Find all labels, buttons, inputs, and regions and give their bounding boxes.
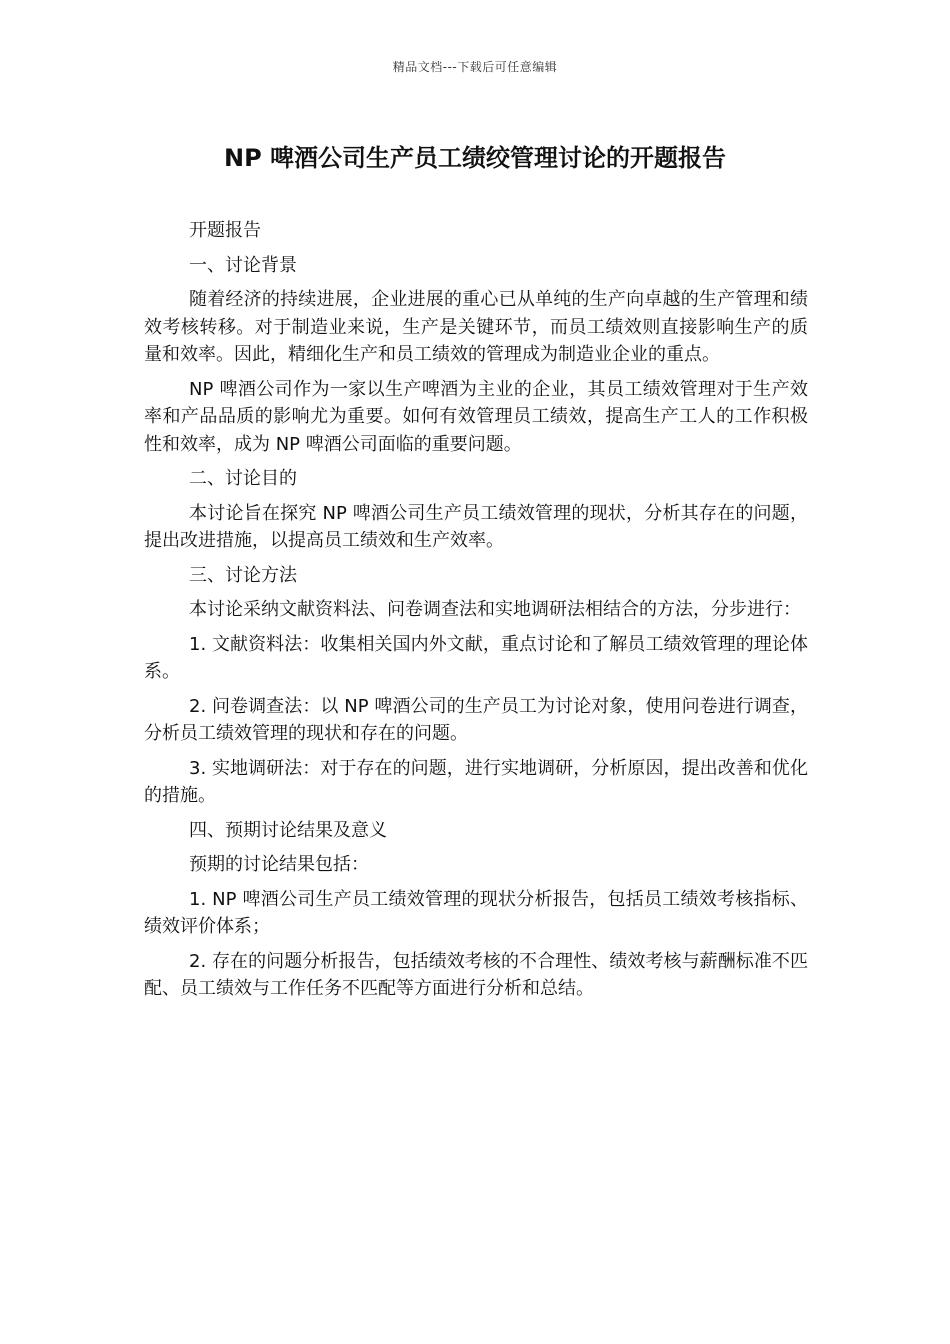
section-heading-purpose: 二、讨论目的 (189, 468, 297, 489)
section-heading-expected-results: 四、预期讨论结果及意义 (189, 819, 387, 841)
paragraph-background-2: NP 啤酒公司作为一家以生产啤酒为主业的企业，其员工绩效管理对于生产效率和产品品质的影响尤为重要。如何有效管理员工绩效，提高生产工人的工作积极性和效率，成为 NP 啤酒公司面临的重要问题。 (144, 378, 808, 455)
section-heading-background: 一、讨论背景 (189, 254, 297, 276)
paragraph-background-1: 随着经济的持续进展，企业进展的重心已从单纯的生产向卓越的生产管理和绩效考核转移。对于制造业来说，生产是关键环节，而员工绩效则直接影响生产的质量和效率。因此，精细化生产和员工绩效的管理成为制造业企业的重点。 (144, 289, 808, 365)
paragraph-method-intro: 本讨论采纳文献资料法、问卷调查法和实地调研法相结合的方法，分步进行： (189, 599, 801, 620)
paragraph-expected-intro: 预期的讨论结果包括： (189, 854, 369, 875)
document-body (144, 217, 808, 1010)
paragraph-method-2: 2. 问卷调查法：以 NP 啤酒公司的生产员工为讨论对象，使用问卷进行调查，分析员工绩效管理的现状和存在的问题。 (144, 695, 808, 744)
section-label-report: 开题报告 (189, 220, 261, 241)
page-header-note: 精品文档---下载后可任意编辑 (392, 60, 558, 74)
paragraph-method-1: 1. 文献资料法：收集相关国内外文献，重点讨论和了解员工绩效管理的理论体系。 (144, 633, 808, 682)
document-title: NP 啤酒公司生产员工绩绞管理讨论的开题报告 (223, 144, 727, 172)
section-heading-method: 三、讨论方法 (189, 564, 297, 586)
paragraph-expected-1: 1. NP 啤酒公司生产员工绩效管理的现状分析报告，包括员工绩效考核指标、绩效评价体系； (144, 888, 808, 937)
paragraph-expected-2: 2. 存在的问题分析报告，包括绩效考核的不合理性、绩效考核与薪酬标准不匹配、员工绩效与工作任务不匹配等方面进行分析和总结。 (144, 950, 808, 999)
paragraph-method-3: 3. 实地调研法：对于存在的问题，进行实地调研，分析原因，提出改善和优化的措施。 (144, 757, 808, 806)
paragraph-purpose: 本讨论旨在探究 NP 啤酒公司生产员工绩效管理的现状，分析其存在的问题，提出改进措施，以提高员工绩效和生产效率。 (144, 502, 808, 551)
